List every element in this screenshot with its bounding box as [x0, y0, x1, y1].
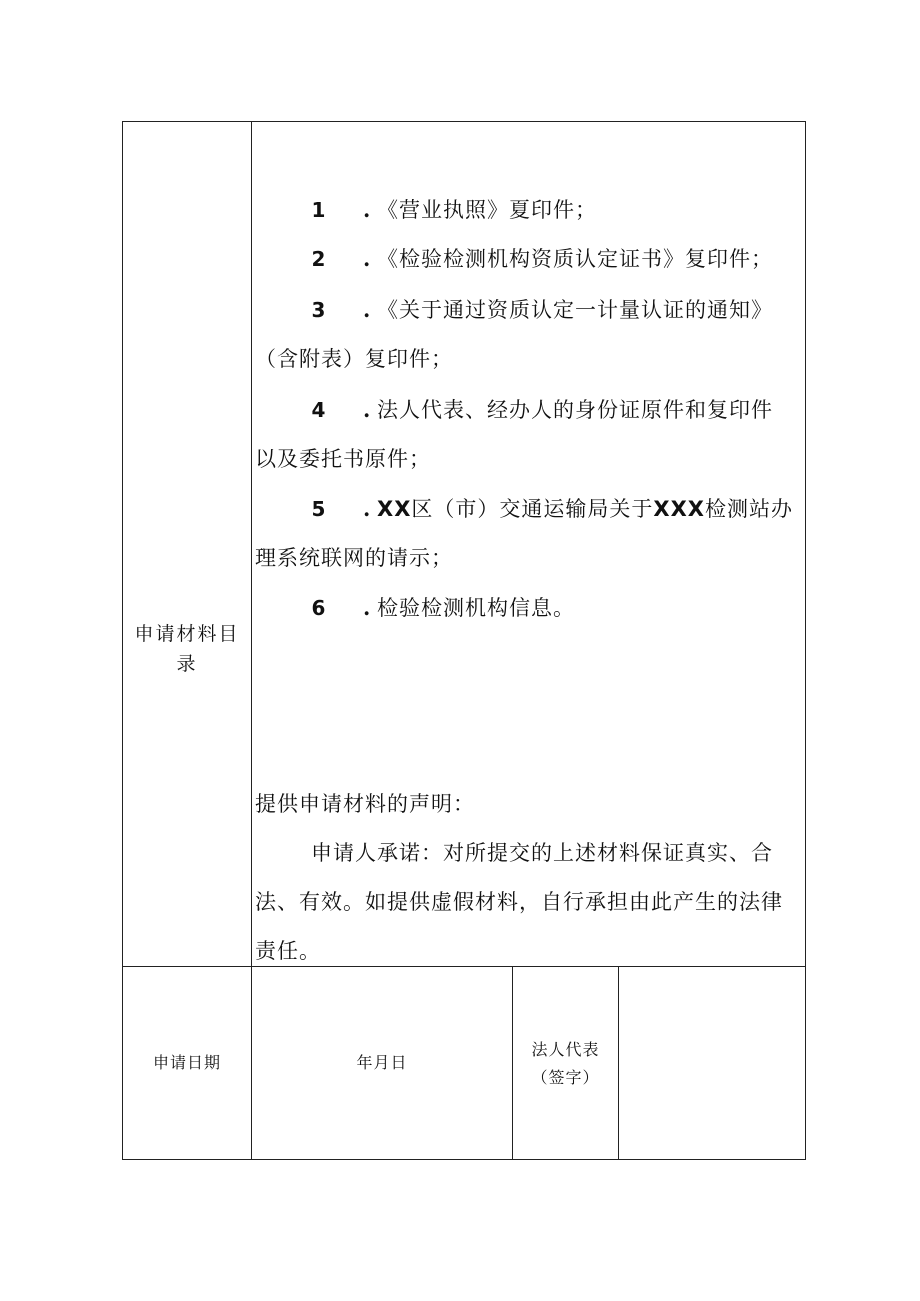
item-text: 《检验检测机构资质认定证书》复印件；	[377, 247, 773, 271]
item-number: 1	[311, 198, 327, 222]
item-number: 3	[311, 298, 327, 322]
list-item: 6 . 检验检测机构信息。	[255, 583, 803, 633]
item-placeholder: XX	[377, 497, 412, 521]
date-label: 申请日期	[152, 1053, 221, 1072]
item-text: 区（市）交通运输局关于	[411, 497, 654, 521]
materials-list-label: 申请材料目录	[134, 623, 240, 675]
item-text: 检测站办	[704, 497, 793, 521]
signature-field[interactable]	[619, 967, 805, 1159]
item-number: 2	[311, 247, 327, 271]
declaration-text: 责任。	[255, 939, 321, 963]
declaration-text: 申请人承诺：对所提交的上述材料保证真实、合	[311, 841, 773, 865]
declaration-block	[255, 780, 805, 976]
list-item: 2 . 《检验检测机构资质认定证书》复印件；	[255, 234, 803, 284]
declaration-title: 提供申请材料的声明：	[255, 792, 475, 816]
application-form-table	[122, 121, 806, 1160]
item-text: 《关于通过资质认定一计量认证的通知》	[377, 298, 773, 322]
declaration-text: 法、有效。如提供虚假材料，自行承担由此产生的法律	[255, 890, 783, 914]
list-item: 1 . 《营业执照》夏印件；	[255, 185, 803, 235]
list-item: 5 . XX区（市）交通运输局关于XXX检测站办 理系统联网的请示；	[255, 484, 803, 583]
item-number: 6	[311, 596, 327, 620]
item-number: 5	[311, 497, 327, 521]
legal-representative-label: 法人代表 （签字）	[531, 1040, 600, 1087]
column-divider-left	[251, 122, 252, 1159]
materials-list	[253, 122, 805, 966]
item-placeholder: XXX	[653, 497, 705, 521]
item-number: 4	[311, 398, 327, 422]
item-text: 《营业执照》夏印件；	[377, 198, 597, 222]
item-text-continued: 以及委托书原件；	[255, 447, 431, 471]
item-text-continued: 理系统联网的请示；	[255, 546, 453, 570]
item-text: 检验检测机构信息。	[377, 596, 575, 620]
item-text-continued: （含附表）复印件；	[255, 347, 453, 371]
list-item: 3 . 《关于通过资质认定一计量认证的通知》 （含附表）复印件；	[255, 285, 803, 384]
item-text: 法人代表、经办人的身份证原件和复印件	[377, 398, 773, 422]
date-value: 年月日	[356, 1053, 408, 1072]
list-item: 4 . 法人代表、经办人的身份证原件和复印件 以及委托书原件；	[255, 385, 803, 484]
